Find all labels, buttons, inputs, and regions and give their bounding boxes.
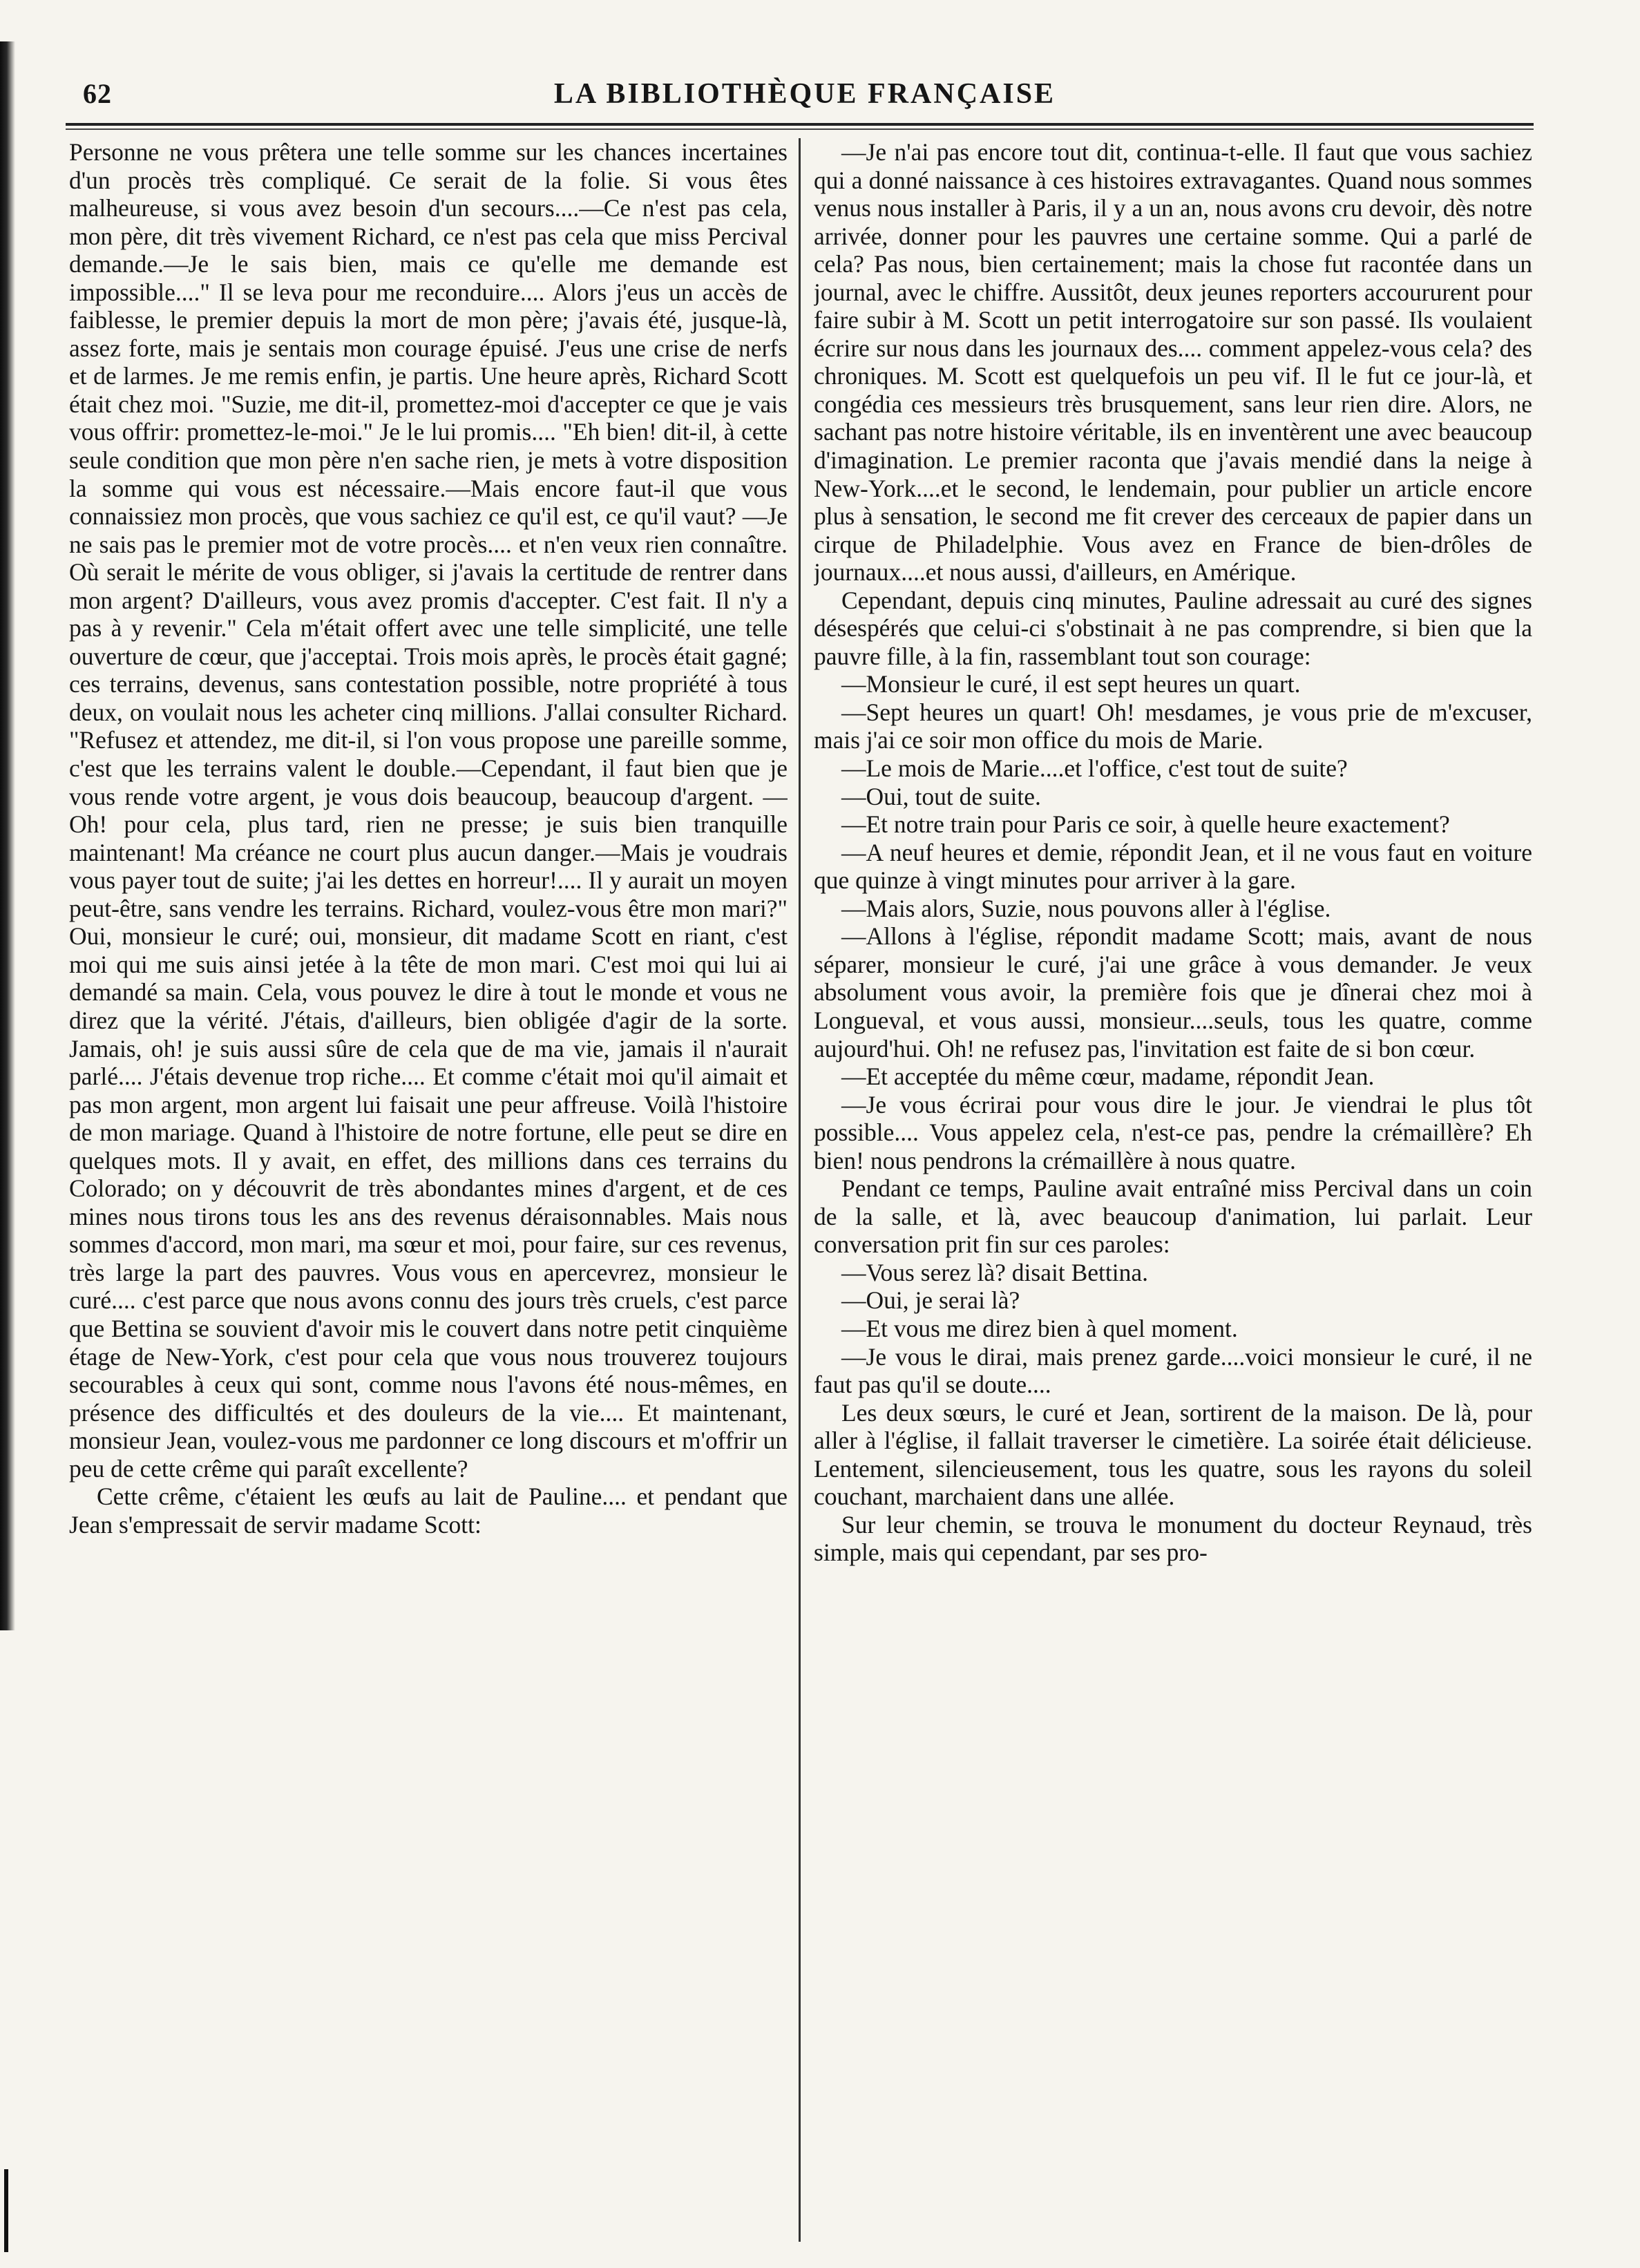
- page-header: [83, 77, 1527, 120]
- header-rule: [66, 123, 1534, 126]
- left-column: [69, 138, 788, 2218]
- page-number: 62: [83, 78, 112, 109]
- paragraph: Cette crême, c'étaient les œufs au lait de Pauline.... et pendant que Jean s'empressait de servir madame Scott:: [69, 1483, 788, 1538]
- right-column: [814, 138, 1532, 2218]
- binding-mark: [4, 2169, 8, 2252]
- paragraph: Les deux sœurs, le curé et Jean, sortirent de la maison. De là, pour aller à l'église, il fallait traverser le cimetière. La soirée était délicieuse. Lentement, silencieusement, tous les quatre, sous les rayons du soleil couchant, marchaient dans une allée.: [814, 1398, 1532, 1511]
- paragraph: Pendant ce temps, Pauline avait entraîné miss Percival dans un coin de la salle, et là, avec beaucoup d'animation, lui parlait. Leur conversation prit fin sur ces paroles:: [814, 1174, 1532, 1259]
- paragraph: —Le mois de Marie....et l'office, c'est tout de suite?: [841, 754, 1348, 783]
- binding-edge: [0, 41, 15, 1630]
- paragraph: —Sept heures un quart! Oh! mesdames, je vous prie de m'excuser, mais j'ai ce soir mon office du mois de Marie.: [814, 698, 1532, 754]
- paragraph: —Je n'ai pas encore tout dit, continua-t-elle. Il faut que vous sachiez qui a donné naissance à ces histoires extravagantes. Quand nous sommes venus nous installer à Paris, il y a un an, nous avons cru devoir, dès notre arrivée, donner pour les pauvres une certaine somme. Qui a parlé de cela? Pas nous, bien certainement; mais la chose fut racontée dans un journal, avec le chiffre. Aussitôt, deux jeunes reporters accoururent pour faire subir à M. Scott un petit interrogatoire sur son passé. Ils voulaient écrire sur nous dans les journaux des.... comment appelez-vous cela? des chroniques. M. Scott est quelquefois un peu vif. Il le fut ce jour-là, et congédia ces messieurs très brusquement, sans leur rien dire. Alors, ne sachant pas notre histoire véritable, ils en inventèrent une avec beaucoup d'imagination. Le premier raconta que j'avais mendié dans la neige à New-York....et le second, le lendemain, pour publier un article encore plus à sensation, le second me fit crever des cerceaux de papier dans un cirque de Philadelphie. Vous avez en France de bien-drôles de journaux....et nous aussi, d'ailleurs, en Amérique.: [814, 138, 1532, 587]
- paragraph: Sur leur chemin, se trouva le monument du docteur Reynaud, très simple, mais qui cependant, par ses pro-: [814, 1510, 1532, 1567]
- paragraph: Personne ne vous prêtera une telle somme sur les chances incertaines d'un procès très compliqué. Ce serait de la folie. Si vous êtes malheureuse, si vous avez besoin d'un secours....—Ce n'est pas cela, mon père, dit très vivement Richard, ce n'est pas cela que miss Percival demande.—Je le sais bien, mais ce qu'elle me demande est impossible...." Il se leva pour me reconduire.... Alors j'eus un accès de faiblesse, le premier depuis la mort de mon père; j'avais été, jusque-là, assez forte, mais je sentais mon courage épuisé. J'eus une crise de nerfs et de larmes. Je me remis enfin, je partis. Une heure après, Richard Scott était chez moi. "Suzie, me dit-il, promettez-moi d'accepter ce que je vais vous offrir: promettez-le-moi." Je le lui promis.... "Eh bien! dit-il, à cette seule condition que mon père n'en sache rien, je mets à votre disposition la somme qui vous est nécessaire.—Mais encore faut-il que vous connaissiez mon procès, que vous sachiez ce qu'il est, ce qu'il vaut? —Je ne sais pas le premier mot de votre procès.... et n'en veux rien connaître. Où serait le mérite de vous obliger, si j'avais la certitude de rentrer dans mon argent? D'ailleurs, vous avez promis d'accepter. C'est fait. Il n'y a pas à y revenir." Cela m'était offert avec une telle simplicité, une telle ouverture de cœur, que j'acceptai. Trois mois après, le procès était gagné; ces terrains, devenus, sans contestation possible, notre propriété à tous deux, on voulait nous les acheter cinq millions. J'allai consulter Richard. "Refusez et attendez, me dit-il, si l'on vous propose une pareille somme, c'est que les terrains valent le double.—Cependant, il faut bien que je vous rende votre argent, je vous dois beaucoup, beaucoup d'argent. —Oh! pour cela, plus tard, rien ne presse; je suis bien tranquille maintenant! Ma créance ne court plus aucun danger.—Mais je voudrais vous payer tout de suite; j'ai les dettes en horreur!.... Il y aurait un moyen peut-être, sans vendre les terrains. Richard, voulez-vous être mon mari?" Oui, monsieur le curé; oui, monsieur, dit madame Scott en riant, c'est moi qui me suis ainsi jetée à la tête de mon mari. C'est moi qui lui ai demandé sa main. Cela, vous pouvez le dire à tout le monde et vous ne direz que la vérité. J'étais, d'ailleurs, bien obligée d'agir de la sorte. Jamais, oh! je suis aussi sûre de cela que de ma vie, jamais il n'aurait parlé.... J'étais devenue trop riche.... Et comme c'était moi qu'il aimait et pas mon argent, mon argent lui faisait une peur affreuse. Voilà l'histoire de mon mariage. Quand à l'histoire de notre fortune, elle peut se dire en quelques mots. Il y avait, en effet, des millions dans ces terrains du Colorado; on y découvrit de très abondantes mines d'argent, et de ces mines nous tirons tous les ans des revenus déraisonnables. Mais nous sommes d'accord, mon mari, ma sœur et moi, pour faire, sur ces revenus, très large la part des pauvres. Vous vous en apercevrez, monsieur le curé.... c'est parce que nous avons connu des jours très cruels, c'est parce que Bettina se souvient d'avoir mis le couvert dans notre petit cinquième étage de New-York, c'est pour cela que vous nous trouverez toujours secourables à ceux qui sont, comme nous l'avons été nous-mêmes, en présence des difficultés et des douleurs de la vie.... Et maintenant, monsieur Jean, voulez-vous me pardonner ce long discours et m'offrir un peu de cette crême qui paraît excellente?: [69, 138, 788, 1483]
- paragraph: —Et acceptée du même cœur, madame, répondit Jean.: [841, 1062, 1375, 1091]
- paragraph: —Je vous écrirai pour vous dire le jour. Je viendrai le plus tôt possible.... Vous appelez cela, n'est-ce pas, pendre la crémaillère? Eh bien! nous pendrons la crémaillère à nous quatre.: [814, 1090, 1532, 1174]
- paragraph: —Monsieur le curé, il est sept heures un quart.: [841, 670, 1301, 698]
- column-divider: [799, 138, 801, 2242]
- paragraph: —Et vous me direz bien à quel moment.: [841, 1314, 1238, 1342]
- running-title: LA BIBLIOTHÈQUE FRANÇAISE: [553, 78, 1056, 110]
- paragraph: —Vous serez là? disait Bettina.: [841, 1258, 1148, 1286]
- paragraph: Cependant, depuis cinq minutes, Pauline adressait au curé des signes désespérés que celui-ci s'obstinait à ne pas comprendre, si bien que la pauvre fille, à la fin, rassemblant tout son courage:: [814, 586, 1532, 670]
- header-rule-thin: [66, 128, 1534, 130]
- paragraph: —Oui, tout de suite.: [841, 782, 1041, 810]
- paragraph: —A neuf heures et demie, répondit Jean, et il ne vous faut en voiture que quinze à vingt minutes pour arriver à la gare.: [814, 838, 1532, 895]
- paragraph: —Mais alors, Suzie, nous pouvons aller à l'église.: [841, 894, 1331, 922]
- paragraph: —Et notre train pour Paris ce soir, à quelle heure exactement?: [841, 810, 1450, 839]
- paragraph: —Je vous le dirai, mais prenez garde....voici monsieur le curé, il ne faut pas qu'il se doute....: [814, 1342, 1532, 1399]
- paragraph: —Allons à l'église, répondit madame Scott; mais, avant de nous séparer, monsieur le curé, j'ai une grâce à vous demander. Je veux absolument vous avoir, la première fois que je dînerai chez moi à Longueval, et vous aussi, monsieur....seuls, tous les quatre, comme aujourd'hui. Oh! ne refusez pas, l'invitation est faite de si bon cœur.: [814, 922, 1532, 1062]
- paragraph: —Oui, je serai là?: [841, 1286, 1020, 1315]
